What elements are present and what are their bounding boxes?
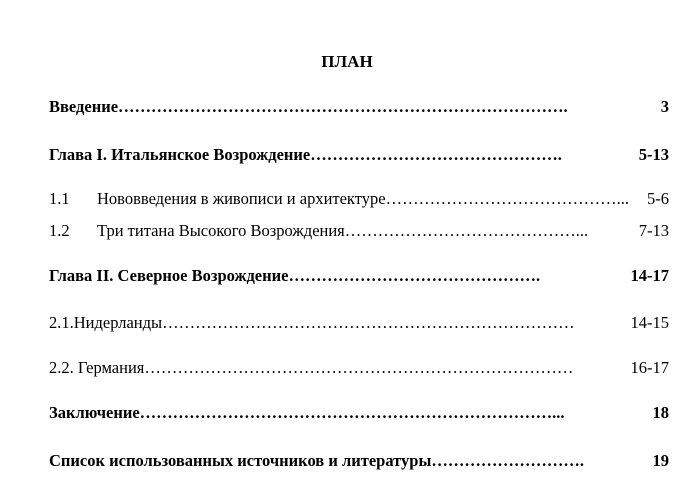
- toc-entry-section-2-2: [49, 358, 669, 378]
- toc-entry-label: Глава II. Северное Возрождение: [49, 266, 289, 285]
- toc-entry-label: Список использованных источников и литературы: [49, 451, 432, 470]
- toc-entry-chapter-1: [49, 145, 669, 165]
- toc-page-number: 19: [652, 451, 669, 470]
- toc-page-number: 18: [652, 403, 669, 422]
- toc-page-number: 3: [660, 97, 669, 116]
- toc-page-number: 14-17: [630, 266, 669, 285]
- toc-dot-leader: ……………………………………….: [310, 145, 562, 164]
- toc-entry-section-2-1: [49, 313, 669, 333]
- toc-dot-leader: ……………………………………….: [288, 266, 541, 285]
- toc-entry-label: 2.1.Нидерланды: [49, 313, 163, 332]
- toc-page-number: 5-13: [638, 145, 669, 164]
- toc-dot-leader: ……………………………………...: [344, 221, 589, 240]
- toc-section-number: 1.1: [49, 189, 70, 208]
- toc-dot-leader: ……………………………………………………………………….: [118, 97, 568, 116]
- toc-entry-conclusion: [49, 403, 669, 423]
- toc-dot-leader: …………………………………………………………………: [162, 313, 575, 332]
- toc-entry-chapter-2: [49, 266, 669, 286]
- toc-entry-label: Глава I. Итальянское Возрождение: [49, 145, 311, 164]
- toc-entry-label: Три титана Высокого Возрождения: [97, 221, 345, 240]
- toc-entry-label: Нововведения в живописи и архитектуре: [97, 189, 386, 208]
- toc-section-number: 1.2: [49, 221, 70, 240]
- toc-page-number: 5-6: [647, 189, 669, 208]
- toc-entry-label: Введение: [49, 97, 119, 116]
- toc-entry-section-1-2: [49, 221, 669, 241]
- toc-page-number: 14-15: [630, 313, 669, 332]
- toc-page-number: 7-13: [638, 221, 669, 240]
- toc-dot-leader: ……………………….: [431, 451, 584, 470]
- toc-entry-section-1-1: [49, 189, 669, 209]
- toc-dot-leader: …………………………………………………………………...: [139, 403, 565, 422]
- toc-entry-introduction: [49, 97, 669, 117]
- page-title: ПЛАН: [321, 52, 373, 71]
- toc-dot-leader: ……………………………………...: [385, 189, 629, 208]
- toc-page-number: 16-17: [630, 358, 669, 377]
- toc-entry-label: 2.2. Германия: [49, 358, 145, 377]
- toc-dot-leader: ……………………………………………………………………: [144, 358, 574, 377]
- toc-entry-label: Заключение: [49, 403, 140, 422]
- toc-entry-references: [49, 451, 669, 471]
